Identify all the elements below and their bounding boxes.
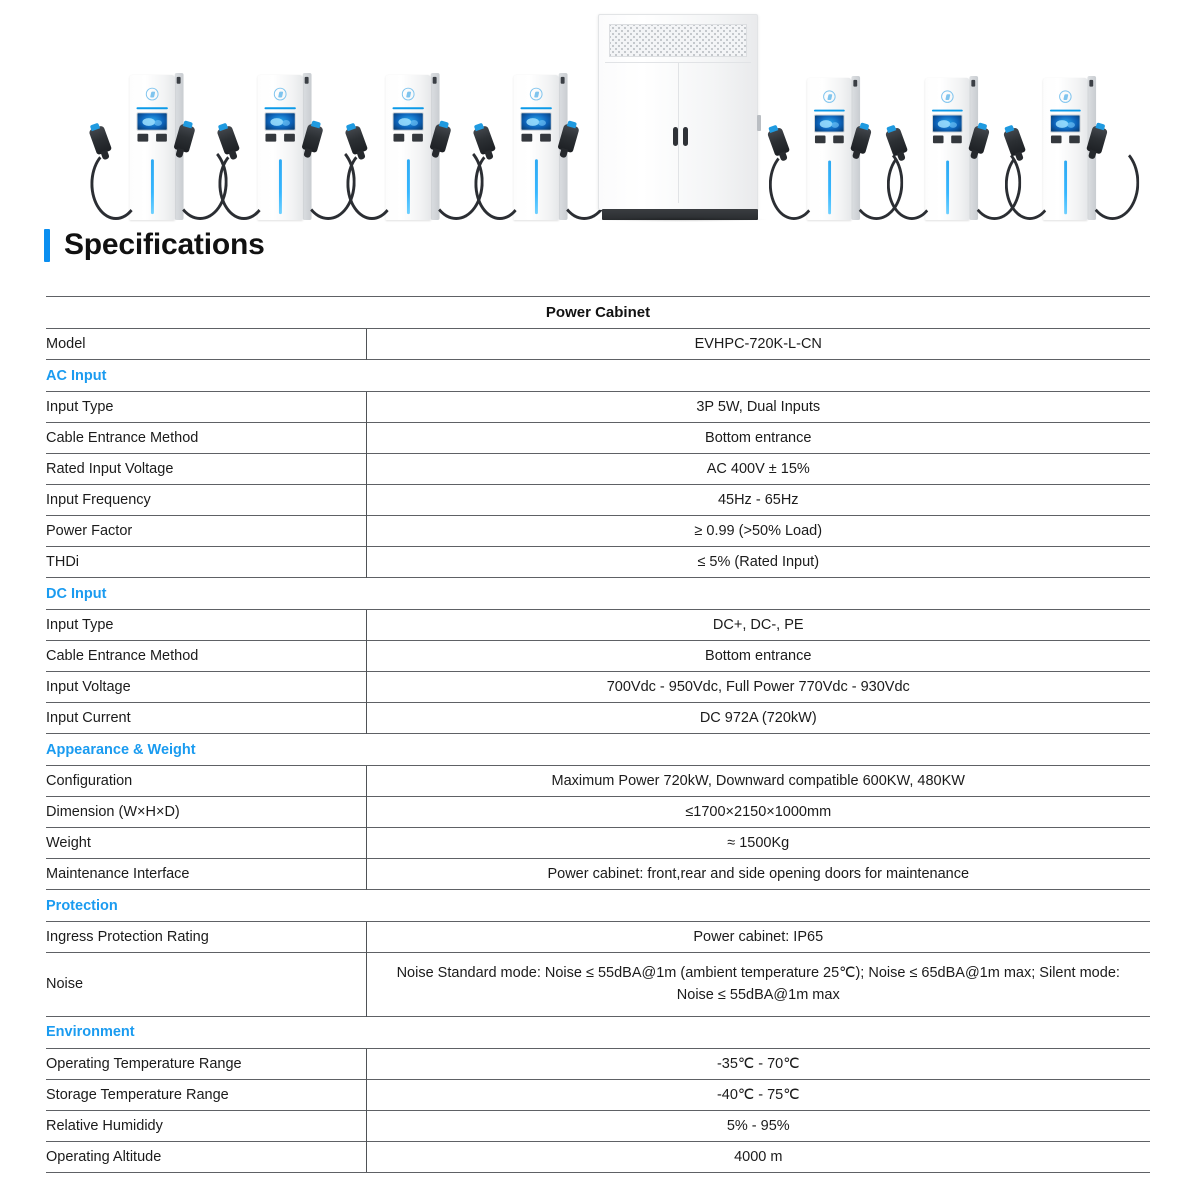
spec-label: Weight <box>46 828 366 859</box>
spec-label: Ingress Protection Rating <box>46 922 366 953</box>
charging-connector <box>216 125 240 155</box>
ev-charging-terminal <box>240 62 346 220</box>
terminal-status-led <box>1064 160 1066 214</box>
ev-charging-terminal <box>1026 68 1127 220</box>
spec-label: Noise <box>46 953 366 1017</box>
section-label: Environment <box>46 1016 1150 1048</box>
terminal-accent-line <box>521 107 552 109</box>
ev-charging-terminal <box>790 68 891 220</box>
charging-cable <box>474 147 525 220</box>
cabinet-enclosure <box>598 14 758 210</box>
table-row <box>46 423 1150 454</box>
terminal-status-led <box>535 159 537 214</box>
spec-value: 5% - 95% <box>366 1110 1150 1141</box>
table-row <box>46 797 1150 828</box>
spec-label: Input Voltage <box>46 672 366 703</box>
table-row <box>46 641 1150 672</box>
table-row <box>46 547 1150 578</box>
terminal-status-led <box>828 160 830 214</box>
table-row <box>46 454 1150 485</box>
cabinet-door-handle-right <box>683 127 688 146</box>
brand-logo-icon <box>146 88 159 101</box>
terminal-status-led <box>407 159 409 214</box>
spec-label: Maintenance Interface <box>46 859 366 890</box>
spec-label: Power Factor <box>46 516 366 547</box>
spec-label: Input Current <box>46 703 366 734</box>
brand-logo-icon <box>823 90 835 102</box>
spec-value: Noise Standard mode: Noise ≤ 55dBA@1m (ambient temperature 25℃); Noise ≤ 65dBA@1m max; Silent mode: Noise ≤ 55dBA@1m max <box>366 953 1150 1017</box>
spec-value: Maximum Power 720kW, Downward compatible 600KW, 480KW <box>366 766 1150 797</box>
heading-label: Specifications <box>64 228 265 261</box>
terminal-accent-line <box>393 107 424 109</box>
charging-cable <box>887 149 937 220</box>
cabinet-shadow <box>592 217 768 222</box>
charging-cable <box>346 147 397 220</box>
terminal-accent-line <box>265 107 296 109</box>
table-row <box>46 485 1150 516</box>
terminal-display-screen <box>814 114 845 132</box>
section-header-row <box>46 578 1150 610</box>
terminal-display-screen <box>932 114 963 132</box>
section-label: AC Input <box>46 360 1150 392</box>
spec-label: Operating Temperature Range <box>46 1048 366 1079</box>
table-row <box>46 953 1150 1017</box>
table-row <box>46 392 1150 423</box>
terminal-status-led <box>279 159 281 214</box>
heading-accent-bar <box>44 229 50 262</box>
table-row <box>46 766 1150 797</box>
table-row <box>46 859 1150 890</box>
spec-label: Dimension (W×H×D) <box>46 797 366 828</box>
payment-icon <box>951 136 962 144</box>
spec-value: ≥ 0.99 (>50% Load) <box>366 516 1150 547</box>
spec-label: Storage Temperature Range <box>46 1079 366 1110</box>
section-label: DC Input <box>46 578 1150 610</box>
table-row <box>46 610 1150 641</box>
table-row <box>46 516 1150 547</box>
terminal-accent-line <box>932 110 963 112</box>
payment-icon <box>1069 136 1080 144</box>
spec-value: ≈ 1500Kg <box>366 828 1150 859</box>
payment-icon <box>833 136 844 144</box>
specifications-table <box>46 296 1150 1173</box>
charging-connector <box>472 125 496 155</box>
cabinet-door-split <box>678 63 679 203</box>
terminal-display-screen <box>1050 114 1081 132</box>
card-reader-icon <box>265 134 276 142</box>
terminal-keypad <box>521 134 550 142</box>
section-header-row <box>46 360 1150 392</box>
terminal-display-screen <box>521 112 552 131</box>
terminal-keypad <box>933 136 962 144</box>
terminal-accent-line <box>814 110 845 112</box>
spec-label: Operating Altitude <box>46 1141 366 1172</box>
charging-connector <box>344 125 368 155</box>
ev-charging-terminal <box>112 62 218 220</box>
card-reader-icon <box>1051 136 1062 144</box>
spec-value: DC+, DC-, PE <box>366 610 1150 641</box>
ev-charging-terminal <box>368 62 474 220</box>
payment-icon <box>540 134 551 142</box>
spec-label: Model <box>46 329 366 360</box>
terminal-keypad <box>393 134 422 142</box>
brand-logo-icon <box>274 88 287 101</box>
product-image-strip <box>0 0 1200 228</box>
charging-cable <box>90 147 141 220</box>
section-label: Protection <box>46 890 1150 922</box>
terminal-accent-line <box>137 107 168 109</box>
spec-value: -40℃ - 75℃ <box>366 1079 1150 1110</box>
terminal-accent-line <box>1050 110 1081 112</box>
spec-label: Rated Input Voltage <box>46 454 366 485</box>
table-row <box>46 329 1150 360</box>
spec-value: Bottom entrance <box>366 641 1150 672</box>
brand-logo-icon <box>530 88 543 101</box>
ev-charging-terminal <box>496 62 602 220</box>
spec-value: Power cabinet: front,rear and side opening doors for maintenance <box>366 859 1150 890</box>
spec-label: Cable Entrance Method <box>46 423 366 454</box>
spec-value: ≤1700×2150×1000mm <box>366 797 1150 828</box>
terminal-display-screen <box>393 112 424 131</box>
ev-charging-terminal <box>908 68 1009 220</box>
card-reader-icon <box>521 134 532 142</box>
section-header-row <box>46 1016 1150 1048</box>
section-header-row <box>46 890 1150 922</box>
terminal-keypad <box>137 134 166 142</box>
charging-cable <box>218 147 269 220</box>
cabinet-door-handle-left <box>673 127 678 146</box>
spec-value: DC 972A (720kW) <box>366 703 1150 734</box>
power-cabinet <box>598 10 760 220</box>
terminal-status-led <box>151 159 153 214</box>
spec-value: -35℃ - 70℃ <box>366 1048 1150 1079</box>
table-row <box>46 1079 1150 1110</box>
table-row <box>46 703 1150 734</box>
payment-icon <box>412 134 423 142</box>
spec-value: ≤ 5% (Rated Input) <box>366 547 1150 578</box>
spec-label: THDi <box>46 547 366 578</box>
spec-label: Input Frequency <box>46 485 366 516</box>
table-row <box>46 922 1150 953</box>
spec-label: Relative Humididy <box>46 1110 366 1141</box>
spec-value: EVHPC-720K-L-CN <box>366 329 1150 360</box>
card-reader-icon <box>815 136 826 144</box>
charging-connector <box>767 127 790 157</box>
column-header-power-cabinet: Power Cabinet <box>46 297 1150 329</box>
spec-value: 3P 5W, Dual Inputs <box>366 392 1150 423</box>
card-reader-icon <box>393 134 404 142</box>
section-header-row <box>46 734 1150 766</box>
spec-value: Bottom entrance <box>366 423 1150 454</box>
spec-value: 45Hz - 65Hz <box>366 485 1150 516</box>
cabinet-side-edge <box>757 115 761 131</box>
table-header-row <box>46 297 1150 329</box>
section-label: Appearance & Weight <box>46 734 1150 766</box>
charging-connector <box>88 125 112 155</box>
table-row <box>46 828 1150 859</box>
payment-icon <box>284 134 295 142</box>
terminal-keypad <box>1051 136 1080 144</box>
table-row <box>46 1141 1150 1172</box>
brand-logo-icon <box>402 88 415 101</box>
table-row <box>46 672 1150 703</box>
card-reader-icon <box>933 136 944 144</box>
table-row <box>46 1048 1150 1079</box>
spec-label: Input Type <box>46 392 366 423</box>
brand-logo-icon <box>1059 90 1071 102</box>
spec-value: Power cabinet: IP65 <box>366 922 1150 953</box>
spec-label: Input Type <box>46 610 366 641</box>
payment-icon <box>156 134 167 142</box>
brand-logo-icon <box>941 90 953 102</box>
terminal-display-screen <box>137 112 168 131</box>
spec-value: 700Vdc - 950Vdc, Full Power 770Vdc - 930Vdc <box>366 672 1150 703</box>
card-reader-icon <box>137 134 148 142</box>
charging-cable <box>769 149 819 220</box>
spec-label: Configuration <box>46 766 366 797</box>
charging-cable <box>1005 149 1055 220</box>
terminal-display-screen <box>265 112 296 131</box>
terminal-keypad <box>815 136 844 144</box>
table-row <box>46 1110 1150 1141</box>
terminal-keypad <box>265 134 294 142</box>
spec-value: AC 400V ± 15% <box>366 454 1150 485</box>
spec-label: Cable Entrance Method <box>46 641 366 672</box>
terminal-status-led <box>946 160 948 214</box>
cabinet-vent-grille <box>609 24 747 57</box>
page-title <box>44 228 265 262</box>
spec-value: 4000 m <box>366 1141 1150 1172</box>
